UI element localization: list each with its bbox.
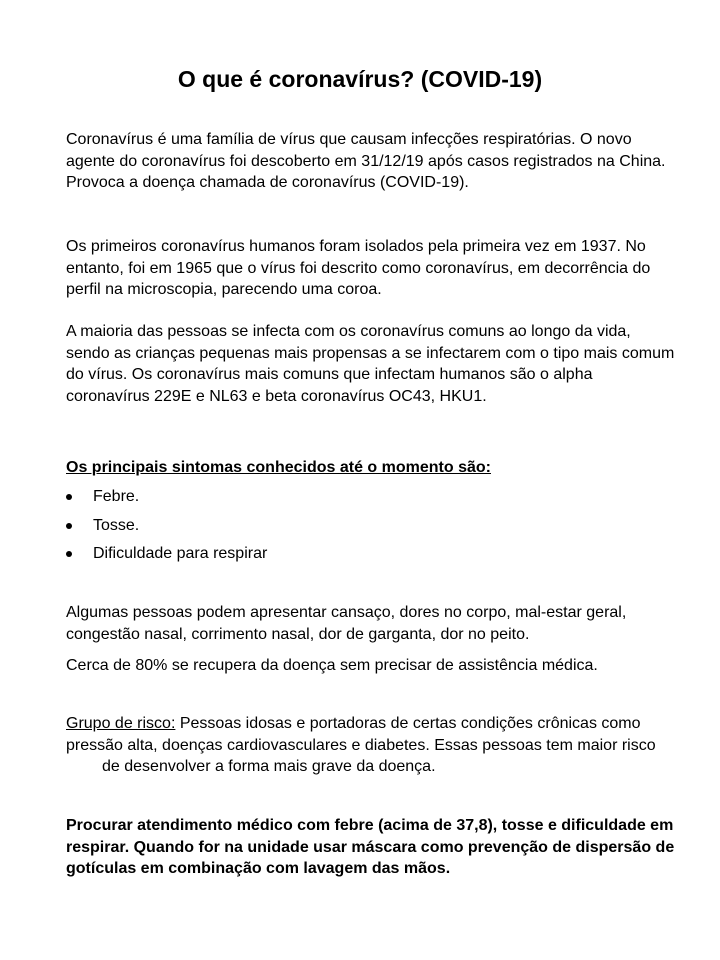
intro-paragraph: Coronavírus é uma família de vírus que causam infecções respiratórias. O novo agente do coronavírus foi descoberto em 31/12/19 após casos registrados na China. Provoca a doença chamada de coronavírus (COVID-19). xyxy=(66,131,666,191)
bullet-icon xyxy=(66,494,72,500)
bullet-icon xyxy=(66,523,72,529)
risk-group-paragraph xyxy=(66,713,686,778)
final-note-paragraph: Procurar atendimento médico com febre (acima de 37,8), tosse e dificuldade em respirar. Quando for na unidade usar máscara como prevenção de dispersão de gotículas em combinação com lavagem das mãos. xyxy=(66,817,675,877)
other-symptoms-paragraph: Algumas pessoas podem apresentar cansaço, dores no corpo, mal-estar geral, congestão nasal, corrimento nasal, dor de garganta, dor no peito. xyxy=(66,604,627,643)
bullet-icon xyxy=(66,551,72,557)
risk-group-text-1: Pessoas idosas e portadoras de certas condições crônicas como pressão alta, doenças cardiovasculares e diabetes. Essas pessoas tem maior risco xyxy=(66,715,656,754)
recovery-paragraph: Cerca de 80% se recupera da doença sem precisar de assistência médica. xyxy=(66,657,598,674)
page-title: O que é coronavírus? (COVID-19) xyxy=(177,66,543,92)
symptom-text: Febre. xyxy=(93,488,140,505)
infection-paragraph: A maioria das pessoas se infecta com os coronavírus comuns ao longo da vida, sendo as crianças pequenas mais propensas a se infectarem com o tipo mais comum do vírus. Os coronavírus mais comuns que infectam humanos são o alpha coronavírus 229E e NL63 e beta coronavírus OC43, HKU1. xyxy=(66,323,675,405)
symptom-item xyxy=(66,543,666,572)
symptoms-list xyxy=(66,486,666,572)
risk-group-label: Grupo de risco: xyxy=(66,715,176,732)
symptom-item xyxy=(66,515,666,544)
risk-group-text-2: de desenvolver a forma mais grave da doença. xyxy=(102,758,436,775)
symptom-text: Dificuldade para respirar xyxy=(93,545,268,562)
history-paragraph: Os primeiros coronavírus humanos foram isolados pela primeira vez em 1937. No entanto, foi em 1965 que o vírus foi descrito como coronavírus, em decorrência do perfil na microscopia, parecendo uma coroa. xyxy=(66,238,651,298)
symptom-item xyxy=(66,486,666,515)
symptoms-heading: Os principais sintomas conhecidos até o momento são: xyxy=(66,459,491,476)
symptom-text: Tosse. xyxy=(93,516,140,534)
